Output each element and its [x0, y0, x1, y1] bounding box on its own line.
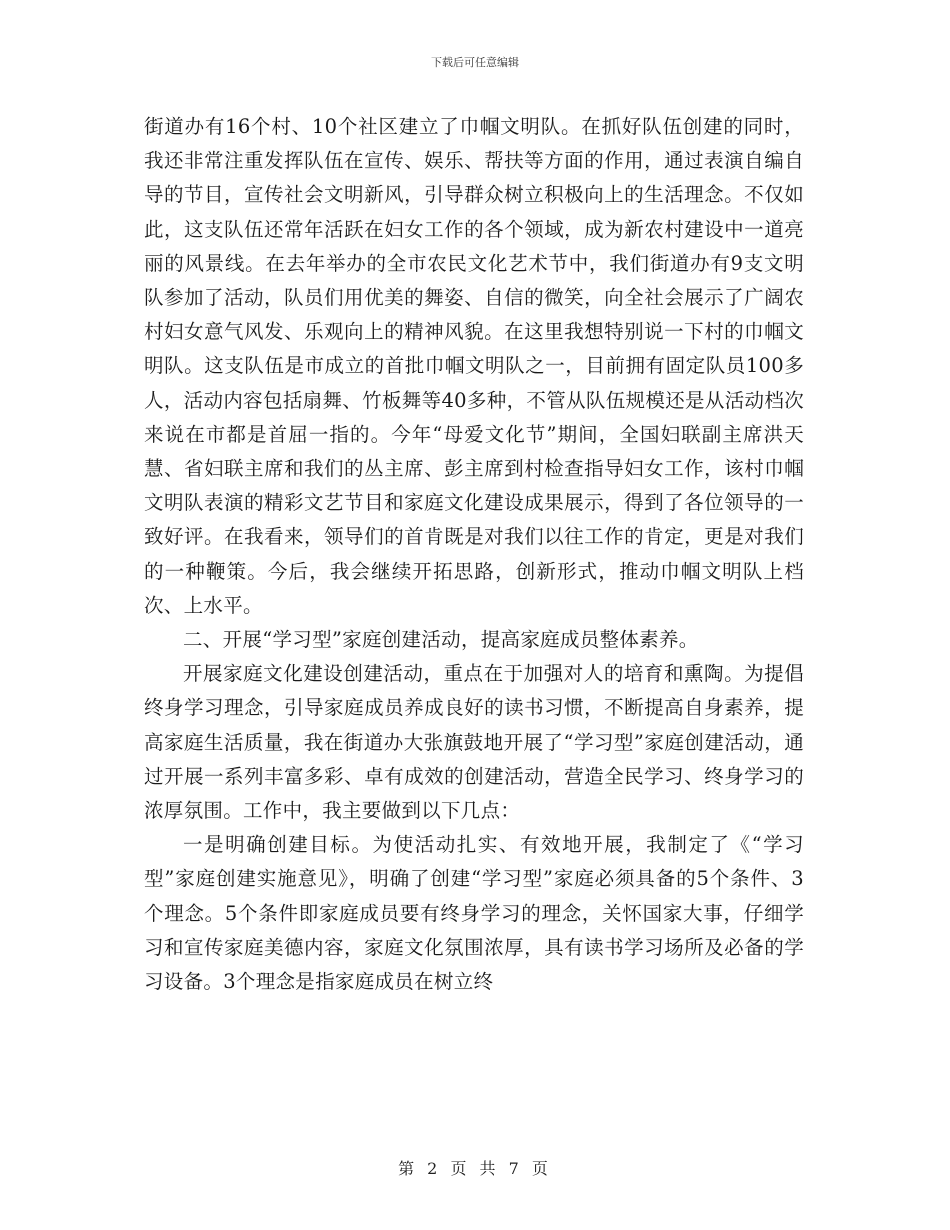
document-body	[144, 110, 804, 999]
body-paragraph: 一是明确创建目标。为使活动扎实、有效地开展，我制定了《“学习型”家庭创建实施意见》，明确了创建“学习型”家庭必须具备的5个条件、3个理念。5个条件即家庭成员要有终身学习的理念，关怀国家大事，仔细学习和宣传家庭美德内容，家庭文化氛围浓厚，具有读书学习场所及必备的学习设备。3个理念是指家庭成员在树立终	[144, 833, 804, 994]
body-paragraph: 开展家庭文化建设创建活动，重点在于加强对人的培育和熏陶。为提倡终身学习理念，引导家庭成员养成良好的读书习惯，不断提高自身素养，提高家庭生活质量，我在街道办大张旗鼓地开展了“学习型”家庭创建活动，通过开展一系列丰富多彩、卓有成效的创建活动，营造全民学习、终身学习的浓厚氛围。工作中，我主要做到以下几点：	[144, 662, 804, 823]
body-paragraph: 街道办有16个村、10个社区建立了巾帼文明队。在抓好队伍创建的同时，我还非常注重发挥队伍在宣传、娱乐、帮扶等方面的作用，通过表演自编自导的节目，宣传社会文明新风，引导群众树立积极向上的生活理念。不仅如此，这支队伍还常年活跃在妇女工作的各个领域，成为新农村建设中一道亮丽的风景线。在去年举办的全市农民文化艺术节中，我们街道办有9支文明队参加了活动，队员们用优美的舞姿、自信的微笑，向全社会展示了广阔农村妇女意气风发、乐观向上的精神风貌。在这里我想特别说一下村的巾帼文明队。这支队伍是市成立的首批巾帼文明队之一，目前拥有固定队员100多人，活动内容包括扇舞、竹板舞等40多种，不管从队伍规模还是从活动档次来说在市都是首屈一指的。今年“母爱文化节”期间，全国妇联副主席洪天慧、省妇联主席和我们的丛主席、彭主席到村检查指导妇女工作，该村巾帼文明队表演的精彩文艺节目和家庭文化建设成果展示，得到了各位领导的一致好评。在我看来，领导们的首肯既是对我们以往工作的肯定，更是对我们的一种鞭策。今后，我会继续开拓思路，创新形式，推动巾帼文明队上档次、上水平。	[144, 115, 804, 617]
section-heading: 二、开展“学习型”家庭创建活动，提高家庭成员整体素养。	[183, 628, 699, 652]
header-note: 下载后可任意编辑	[431, 56, 519, 69]
page-number: 第 2 页 共 7 页	[398, 1159, 552, 1178]
